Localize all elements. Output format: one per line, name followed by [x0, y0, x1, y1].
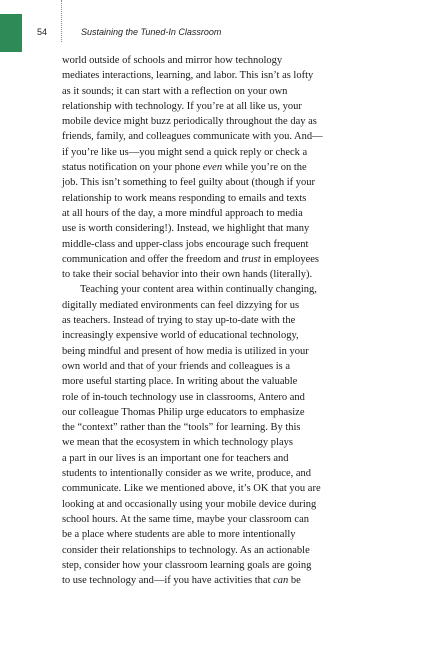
- text-line: use is worth considering!). Instead, we highlight that many: [62, 223, 310, 235]
- text-line: Teaching your content area within continually changing,: [80, 284, 317, 296]
- text-line: at all hours of the day, a more mindful approach to media: [62, 207, 303, 219]
- emphasis-word: even: [202, 162, 223, 174]
- text-line: digitally mediated environments can feel dizzying for us: [62, 299, 300, 311]
- text-line: students to intentionally consider as we write, produce, and: [62, 468, 312, 480]
- text-line: step, consider how your classroom learning goals are going: [62, 559, 312, 571]
- text-line: relationship to work means responding to emails and texts: [62, 192, 307, 204]
- text-line: [62, 573, 382, 588]
- text-line: we mean that the ecosystem in which technology plays: [62, 437, 293, 449]
- text-line: as teachers. Instead of trying to stay up-to-date with the: [62, 315, 296, 327]
- text-line: mobile device might buzz periodically throughout the day as: [62, 116, 317, 128]
- page-number: 54: [37, 27, 48, 37]
- text-line: relationship with technology. If you’re at all like us, your: [62, 100, 302, 112]
- text-line: school hours. At the same time, maybe your classroom can: [62, 513, 309, 525]
- text-run: in employees: [260, 253, 320, 265]
- text-run: to use technology and—if you have activities that: [62, 575, 274, 587]
- text-line: consider their relationships to technology. As an actionable: [62, 544, 310, 556]
- text-line: [62, 252, 382, 267]
- text-line: own world and that of your friends and colleagues is a: [62, 360, 291, 372]
- body-text: [62, 53, 382, 588]
- text-line: mediates interactions, learning, and labor. This isn’t as lofty: [62, 70, 314, 82]
- text-line: middle-class and upper-class jobs encourage such frequent: [62, 238, 309, 250]
- text-line: job. This isn’t something to feel guilty about (though if your: [62, 177, 316, 189]
- emphasis-word: can: [273, 575, 289, 587]
- text-run: communication and offer the freedom and: [62, 253, 242, 265]
- text-line: communicate. Like we mentioned above, it’s OK that you are: [62, 483, 321, 495]
- text-run: be: [288, 575, 301, 587]
- text-run: while you’re on the: [222, 162, 307, 174]
- text-line: more useful starting place. In writing about the valuable: [62, 376, 298, 388]
- text-line: being mindful and present of how media is utilized in your: [62, 345, 309, 357]
- emphasis-word: trust: [241, 253, 261, 265]
- text-line: a part in our lives is an important one for teachers and: [62, 452, 289, 464]
- text-line: world outside of schools and mirror how technology: [62, 55, 283, 66]
- text-line: our colleague Thomas Philip urge educators to emphasize: [62, 406, 305, 418]
- text-line: [62, 160, 382, 175]
- text-line: increasingly expensive world of educational technology,: [62, 330, 299, 342]
- text-line: looking at and occasionally using your mobile device during: [62, 498, 317, 510]
- text-line: be a place where students are able to more intentionally: [62, 529, 296, 541]
- text-line: if you’re like us—you might send a quick reply or check a: [62, 146, 308, 158]
- text-line: the “context” rather than the “tools” for learning. By this: [62, 422, 301, 434]
- text-run: status notification on your phone: [62, 162, 203, 174]
- text-line: as it sounds; it can start with a reflection on your own: [62, 85, 288, 97]
- header-divider: [61, 0, 62, 42]
- paragraph-1: [62, 53, 382, 282]
- text-line: friends, family, and colleagues communicate with you. And—: [62, 131, 323, 143]
- chapter-color-tab: [0, 14, 22, 52]
- text-line: to take their social behavior into their own hands (literally).: [62, 269, 313, 281]
- paragraph-2: [62, 282, 382, 588]
- text-line: role of in-touch technology use in classrooms, Antero and: [62, 391, 305, 403]
- running-title: Sustaining the Tuned-In Classroom: [81, 27, 222, 37]
